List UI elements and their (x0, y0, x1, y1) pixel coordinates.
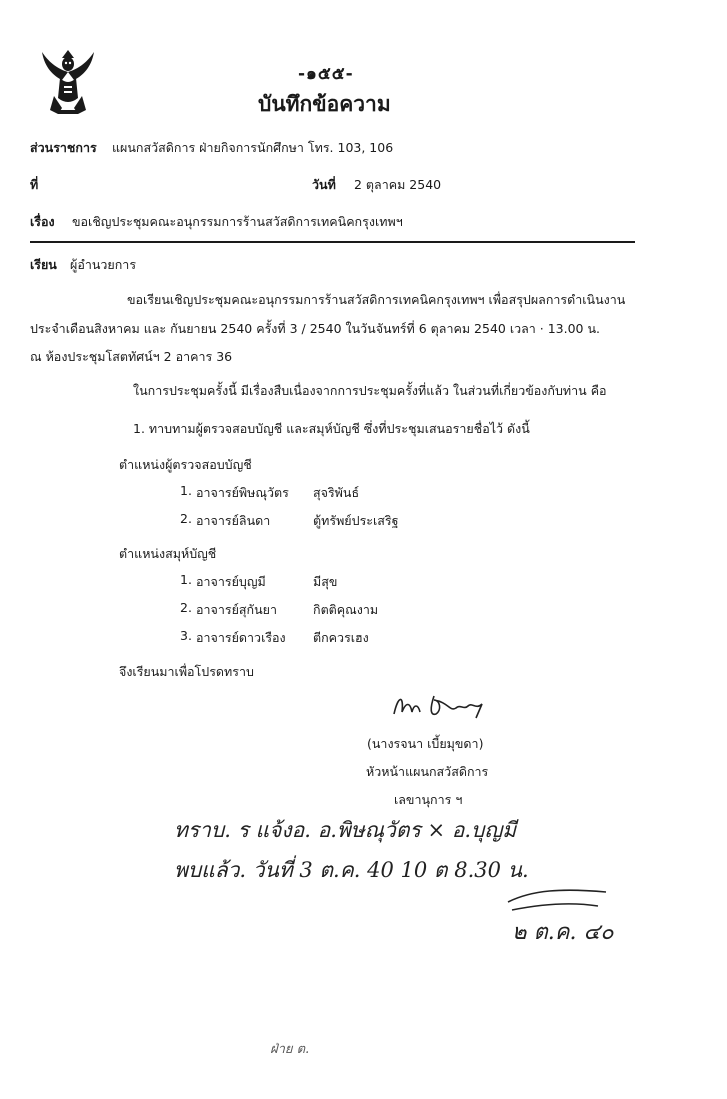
signer-role: เลขานุการ ฯ (394, 792, 463, 807)
accountant-3-surname: ตีกควรเฮง (313, 630, 369, 645)
pencil-note: ฝ่าย ต. (270, 1042, 310, 1057)
item-1: 1. ทาบทามผู้ตรวจสอบบัญชี และสมุห์บัญชี ซึ่งที่ประชุมเสนอรายชื่อไว้ ดังนี้ (133, 421, 530, 436)
subject-value: ขอเชิญประชุมคณะอนุกรรมการร้านสวัสดิการเทคนิคกรุงเทพฯ (72, 214, 403, 229)
document-number: -๑๕๕- (298, 64, 354, 84)
initial-scribble (502, 884, 612, 914)
salutation-label: เรียน (30, 257, 57, 272)
accountant-3-name: อาจารย์ดาวเรือง (196, 630, 286, 645)
accountant-2-name: อาจารย์สุกันยา (196, 602, 277, 617)
salutation-value: ผู้อำนวยการ (70, 257, 137, 272)
auditor-2-no: 2. (180, 511, 192, 526)
memo-title: บันทึกข้อความ (258, 92, 391, 116)
closing-line: จึงเรียนมาเพื่อโปรดทราบ (119, 664, 254, 679)
handwritten-note-line-1: ทราบ. ร แจ้งอ. อ.พิษณุวัตร × อ.บุญมี (174, 818, 517, 842)
signer-position: หัวหน้าแผนกสวัสดิการ (366, 764, 489, 779)
auditor-2-surname: ตู้ทรัพย์ประเสริฐ (313, 513, 399, 528)
accountant-2-no: 2. (180, 600, 192, 615)
reference-label: ที่ (30, 177, 39, 192)
auditor-1-no: 1. (180, 483, 192, 498)
auditor-2-name: อาจารย์ลินดา (196, 513, 271, 528)
paragraph-1-line-1: ขอเรียนเชิญประชุมคณะอนุกรรมการร้านสวัสดิการเทคนิคกรุงเทพฯ เพื่อสรุปผลการดำเนินงาน (127, 292, 626, 307)
paragraph-1-line-2: ประจำเดือนสิงหาคม และ กันยายน 2540 ครั้งที่ 3 / 2540 ในวันจันทร์ที่ 6 ตุลาคม 2540 เวลา · 13.00 น. (30, 321, 600, 336)
handwritten-initial-date: ๒ ต.ค. ๔๐ (512, 920, 614, 945)
agency-value: แผนกสวัสดิการ ฝ่ายกิจการนักศึกษา โทร. 103, 106 (112, 140, 394, 155)
auditor-1-name: อาจารย์พิษณุวัตร (196, 485, 289, 500)
agency-label: ส่วนราชการ (30, 140, 97, 155)
date-label: วันที่ (312, 177, 336, 192)
signer-name: (นางรจนา เบี้ยมุขดา) (367, 736, 484, 751)
garuda-emblem-icon (40, 50, 96, 116)
auditor-heading: ตำแหน่งผู้ตรวจสอบบัญชี (119, 457, 252, 472)
handwritten-signature (390, 688, 490, 724)
paragraph-2: ในการประชุมครั้งนี้ มีเรื่องสืบเนื่องจากการประชุมครั้งที่แล้ว ในส่วนที่เกี่ยวข้องกับท่าน คือ (133, 383, 607, 398)
header-divider (30, 241, 635, 243)
date-value: 2 ตุลาคม 2540 (354, 177, 442, 192)
accountant-heading: ตำแหน่งสมุห์บัญชี (119, 546, 217, 561)
paragraph-1-line-3: ณ ห้องประชุมโสตทัศน์ฯ 2 อาคาร 36 (30, 349, 233, 364)
auditor-1-surname: สุจริพันธ์ (313, 485, 360, 500)
accountant-1-no: 1. (180, 572, 192, 587)
accountant-1-name: อาจารย์บุญมี (196, 574, 266, 589)
accountant-1-surname: มีสุข (313, 574, 338, 589)
accountant-3-no: 3. (180, 628, 192, 643)
subject-label: เรื่อง (30, 214, 55, 229)
handwritten-note-line-2: พบแล้ว. วันที่ 3 ต.ค. 40 10 ต 8.30 น. (174, 858, 529, 882)
accountant-2-surname: กิตติคุณงาม (313, 602, 379, 617)
